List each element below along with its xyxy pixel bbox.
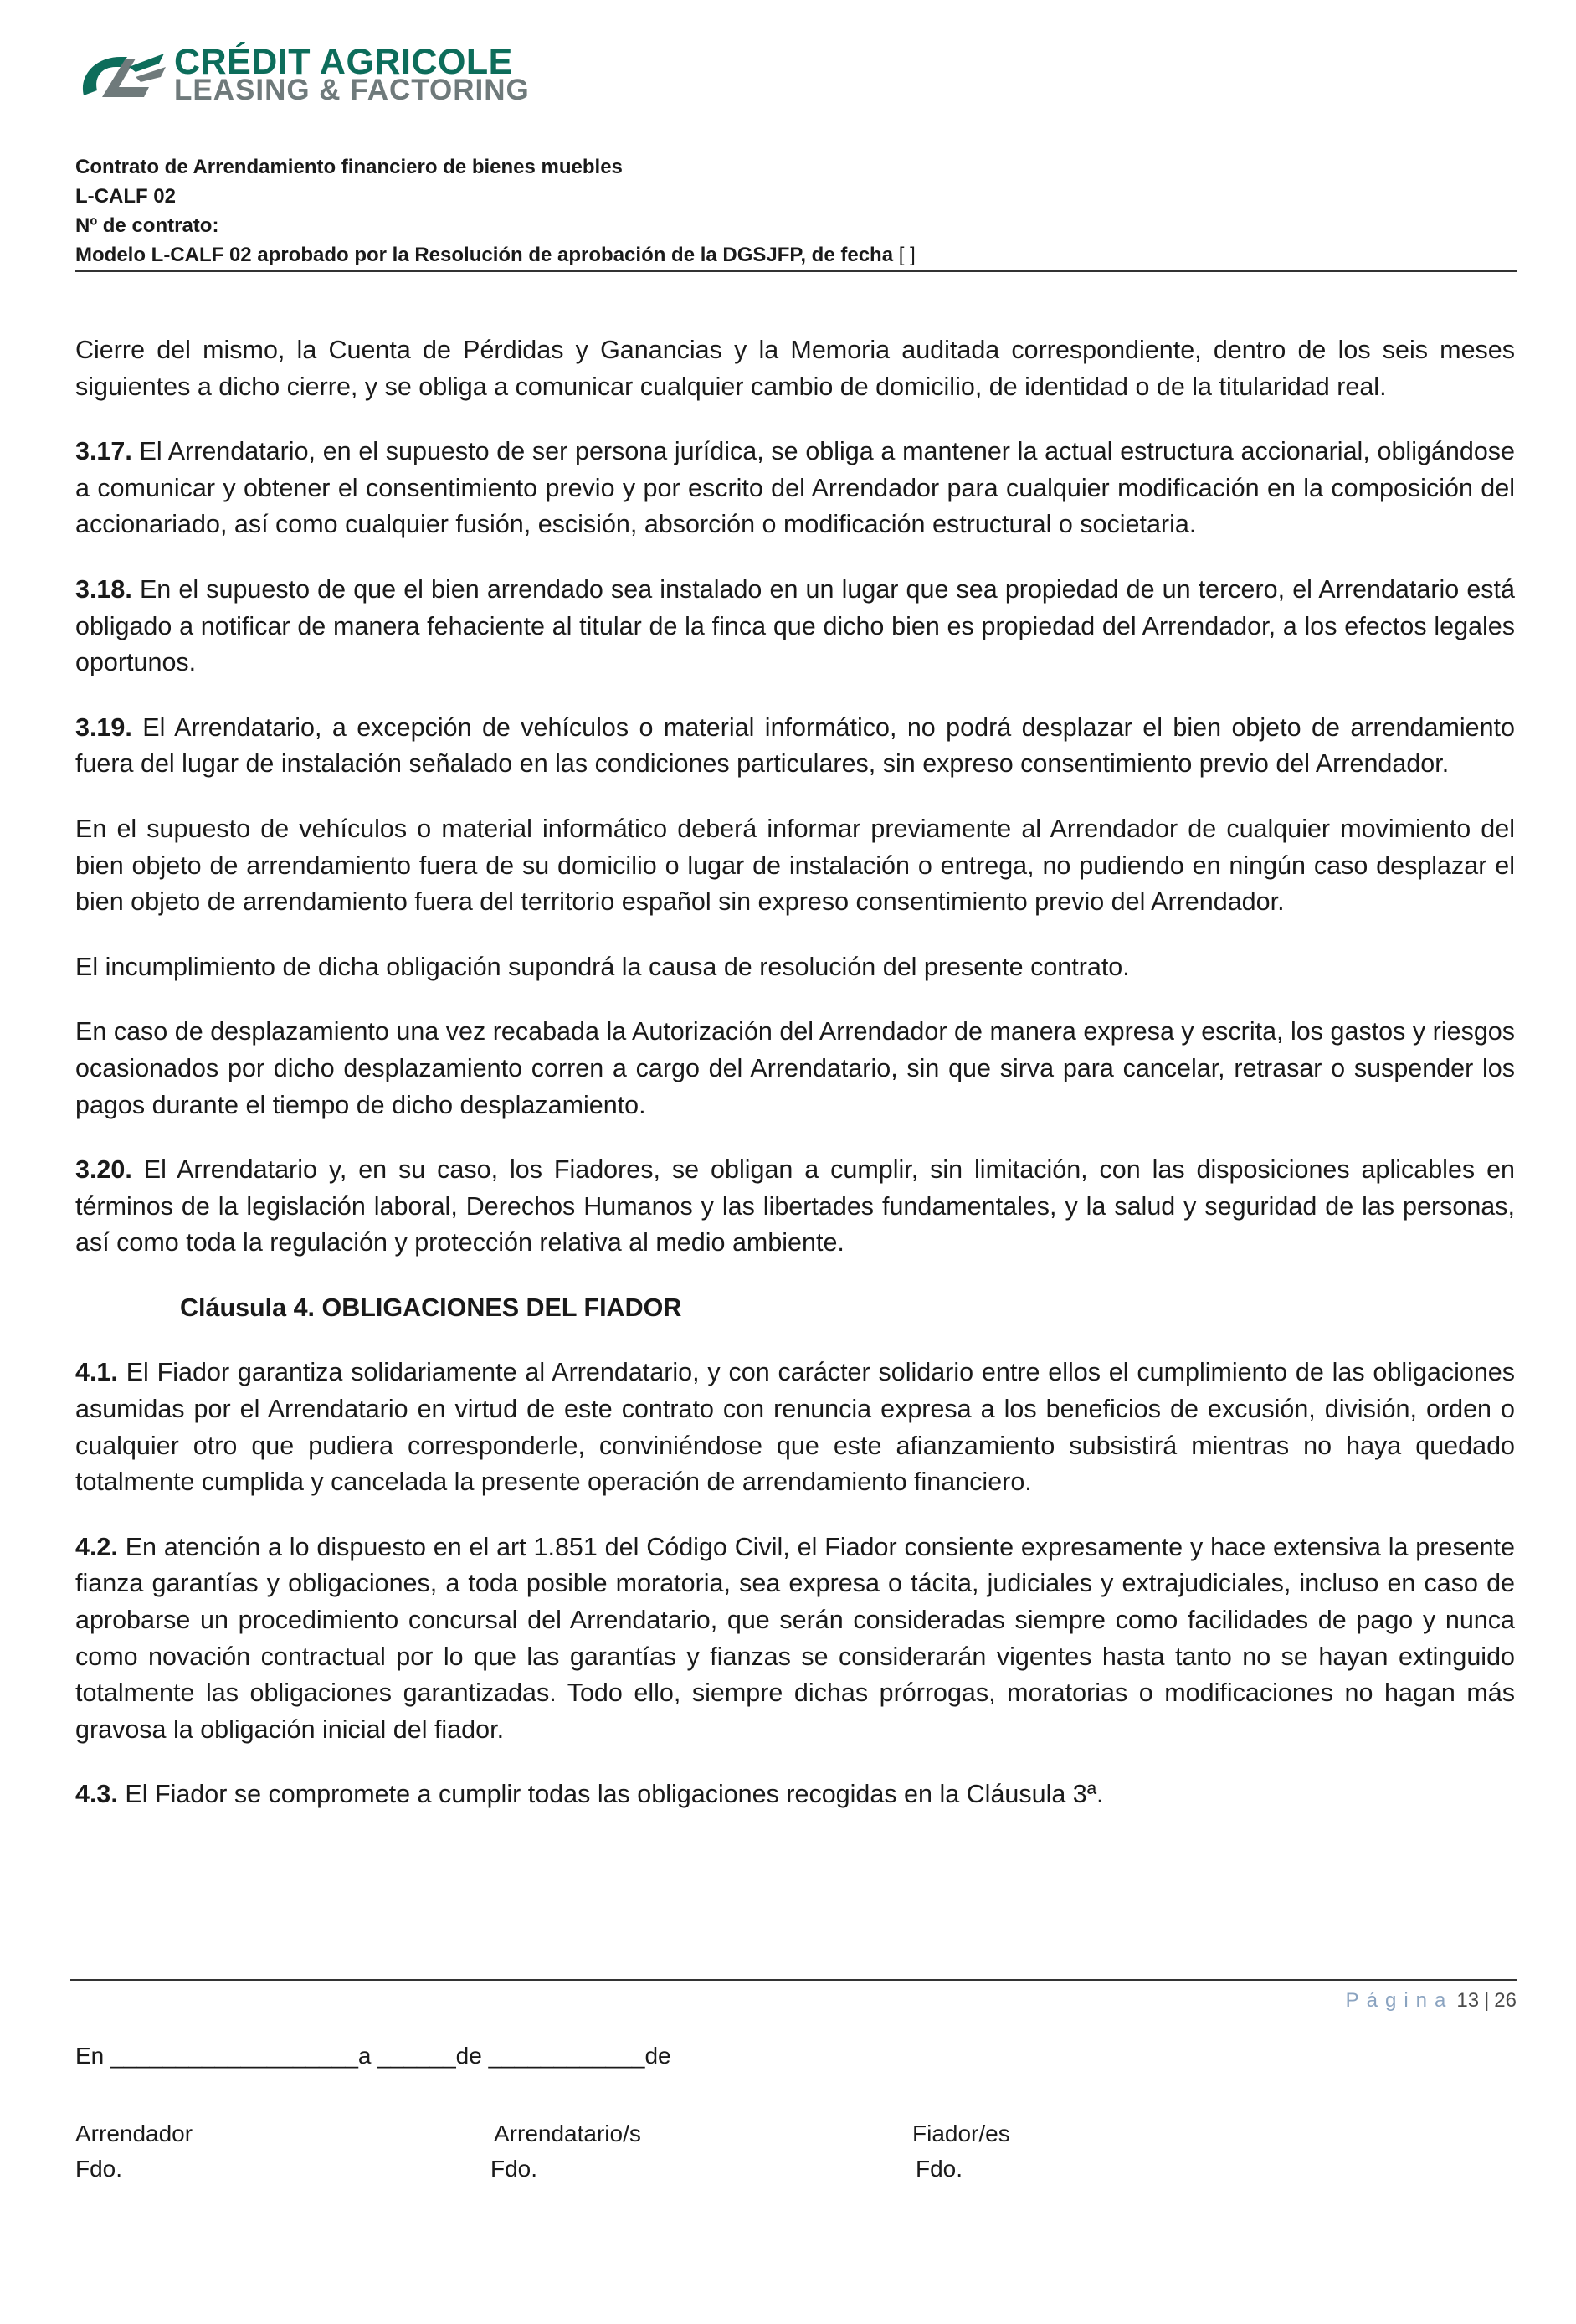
paragraph-3-20	[75, 1152, 1515, 1262]
credit-agricole-logo-icon	[77, 47, 169, 105]
place-date-line: En ___________________a ______de ____________de	[75, 2043, 671, 2069]
document-header	[75, 152, 1515, 270]
paragraph-text: En el supuesto de que el bien arrendado sea instalado en un lugar que sea propiedad de un tercero, el Arrendatario está obligado a notificar de manera fehaciente al titular de la finca que dicho bien es propiedad del Arrendador, a los efectos legales oportunos.	[75, 574, 1515, 677]
header-model-line	[75, 240, 1515, 270]
clause-4-heading: Cláusula 4. OBLIGACIONES DEL FIADOR	[180, 1293, 682, 1322]
paragraph-text: En atención a lo dispuesto en el art 1.851 del Código Civil, el Fiador consiente expresamente y hace extensiva la presente fianza garantías y obligaciones, a toda posible moratoria, sea expresa o tácita, judiciales y extrajudiciales, incluso en caso de aprobarse un procedimiento concursal del Arrendatario, que serán consideradas siempre como facilidades de pago y nunca como novación contractual por lo que las garantías y fianzas se considerarán vigentes hasta tanto no se hayan extinguido totalmente las obligaciones garantizadas. Todo ello, siempre dichas prórrogas, moratorias o modificaciones no hagan más gravosa la obligación inicial del fiador.	[75, 1532, 1515, 1744]
header-model-text: Modelo L-CALF 02 aprobado por la Resolución de aprobación de la DGSJFP, de fecha	[75, 244, 894, 266]
page-label: Página	[1345, 1989, 1454, 2012]
paragraph-text: El Arrendatario, a excepción de vehículos o material informático, no podrá desplazar el bien objeto de arrendamiento fuera del lugar de instalación señalado en las condiciones particulares, sin expreso consentimiento previo del Arrendador.	[75, 712, 1515, 779]
paragraph-number: 3.17.	[75, 437, 132, 466]
paragraph-number: 4.3.	[75, 1780, 118, 1809]
footer-divider	[70, 1979, 1517, 1981]
paragraph-text: El Arrendatario y, en su caso, los Fiadores, se obligan a cumplir, sin limitación, con las disposiciones aplicables en términos de la legislación laboral, Derechos Humanos y las libertades fundamentales, y la salud y seguridad de las personas, así como toda la regulación y protección relativa al medio ambiente.	[75, 1155, 1515, 1257]
header-title: Contrato de Arrendamiento financiero de bienes muebles	[75, 156, 623, 178]
paragraph-text: El Arrendatario, en el supuesto de ser persona jurídica, se obliga a mantener la actual estructura accionarial, obligándose a comunicar y obtener el consentimiento previo y por escrito del Arrendador para cualquier modificación en la composición del accionariado, así como cualquier fusión, escisión, absorción o modificación estructural o societaria.	[75, 437, 1515, 539]
signature-role: Arrendador	[75, 2121, 193, 2147]
paragraph-3-16-continued: Cierre del mismo, la Cuenta de Pérdidas y Ganancias y la Memoria auditada correspondiente, dentro de los seis meses siguientes a dicho cierre, y se obliga a comunicar cualquier cambio de domicilio, de identidad o de la titularidad real.	[75, 336, 1515, 401]
paragraph-number: 4.1.	[75, 1358, 118, 1387]
paragraph-text: El Fiador garantiza solidariamente al Arrendatario, y con carácter solidario entre ellos el cumplimiento de las obligaciones asumidas por el Arrendatario en virtud de este contrato con renuncia expresa a los beneficios de excusión, división, orden o cualquier otro que pudiera corresponderle, conviniéndose que este afianzamiento subsistirá mientras no haya quedado totalmente cumplida y cancelada la presente operación de arrendamiento financiero.	[75, 1358, 1515, 1497]
paragraph-vehicles: En el supuesto de vehículos o material informático deberá informar previamente al Arrendador de cualquier movimiento del bien objeto de arrendamiento fuera de su domicilio o lugar de instalación o entrega, no pudiendo en ningún caso desplazar el bien objeto de arrendamiento fuera del territorio español sin expreso consentimiento previo del Arrendador.	[75, 814, 1515, 917]
paragraph-text: El Fiador se compromete a cumplir todas las obligaciones recogidas en la Cláusula 3ª.	[117, 1780, 1104, 1809]
header-contract-number: Nº de contrato:	[75, 214, 219, 237]
paragraph-3-17	[75, 434, 1515, 543]
signature-arrendador	[75, 2116, 193, 2187]
paragraph-4-2	[75, 1530, 1515, 1749]
signature-role: Arrendatario/s	[494, 2121, 641, 2147]
paragraph-3-19	[75, 710, 1515, 783]
paragraph-number: 4.2.	[75, 1532, 118, 1561]
signature-fiador	[912, 2116, 1010, 2187]
page-separator: |	[1484, 1989, 1490, 2012]
page-current: 13	[1456, 1989, 1480, 2012]
signature-fdo: Fdo.	[75, 2156, 123, 2182]
header-code: L-CALF 02	[75, 185, 176, 208]
signature-fdo: Fdo.	[490, 2156, 538, 2182]
document-body	[75, 332, 1515, 1842]
company-logo	[77, 44, 579, 111]
page-total: 26	[1494, 1989, 1517, 2012]
page-number	[1346, 1989, 1517, 2013]
paragraph-number: 3.19.	[75, 712, 132, 742]
signature-fdo: Fdo.	[916, 2156, 963, 2182]
paragraph-breach: El incumplimiento de dicha obligación supondrá la causa de resolución del presente contrato.	[75, 952, 1130, 981]
header-divider	[75, 270, 1517, 272]
logo-text-secondary: LEASING & FACTORING	[174, 74, 530, 106]
paragraph-3-18	[75, 572, 1515, 681]
paragraph-displacement: En caso de desplazamiento una vez recabada la Autorización del Arrendador de manera expresa y escrita, los gastos y riesgos ocasionados por dicho desplazamiento corren a cargo del Arrendatario, sin que sirva para cancelar, retrasar o suspender los pagos durante el tiempo de dicho desplazamiento.	[75, 1017, 1515, 1119]
paragraph-number: 3.18.	[75, 574, 132, 604]
signature-arrendatario	[490, 2116, 641, 2187]
signature-role: Fiador/es	[912, 2121, 1010, 2147]
paragraph-4-1	[75, 1355, 1515, 1500]
header-date-placeholder: [ ]	[898, 244, 916, 266]
logo-text-primary: CRÉDIT AGRICOLE	[174, 42, 513, 82]
paragraph-number: 3.20.	[75, 1155, 132, 1185]
paragraph-4-3	[75, 1776, 1515, 1813]
